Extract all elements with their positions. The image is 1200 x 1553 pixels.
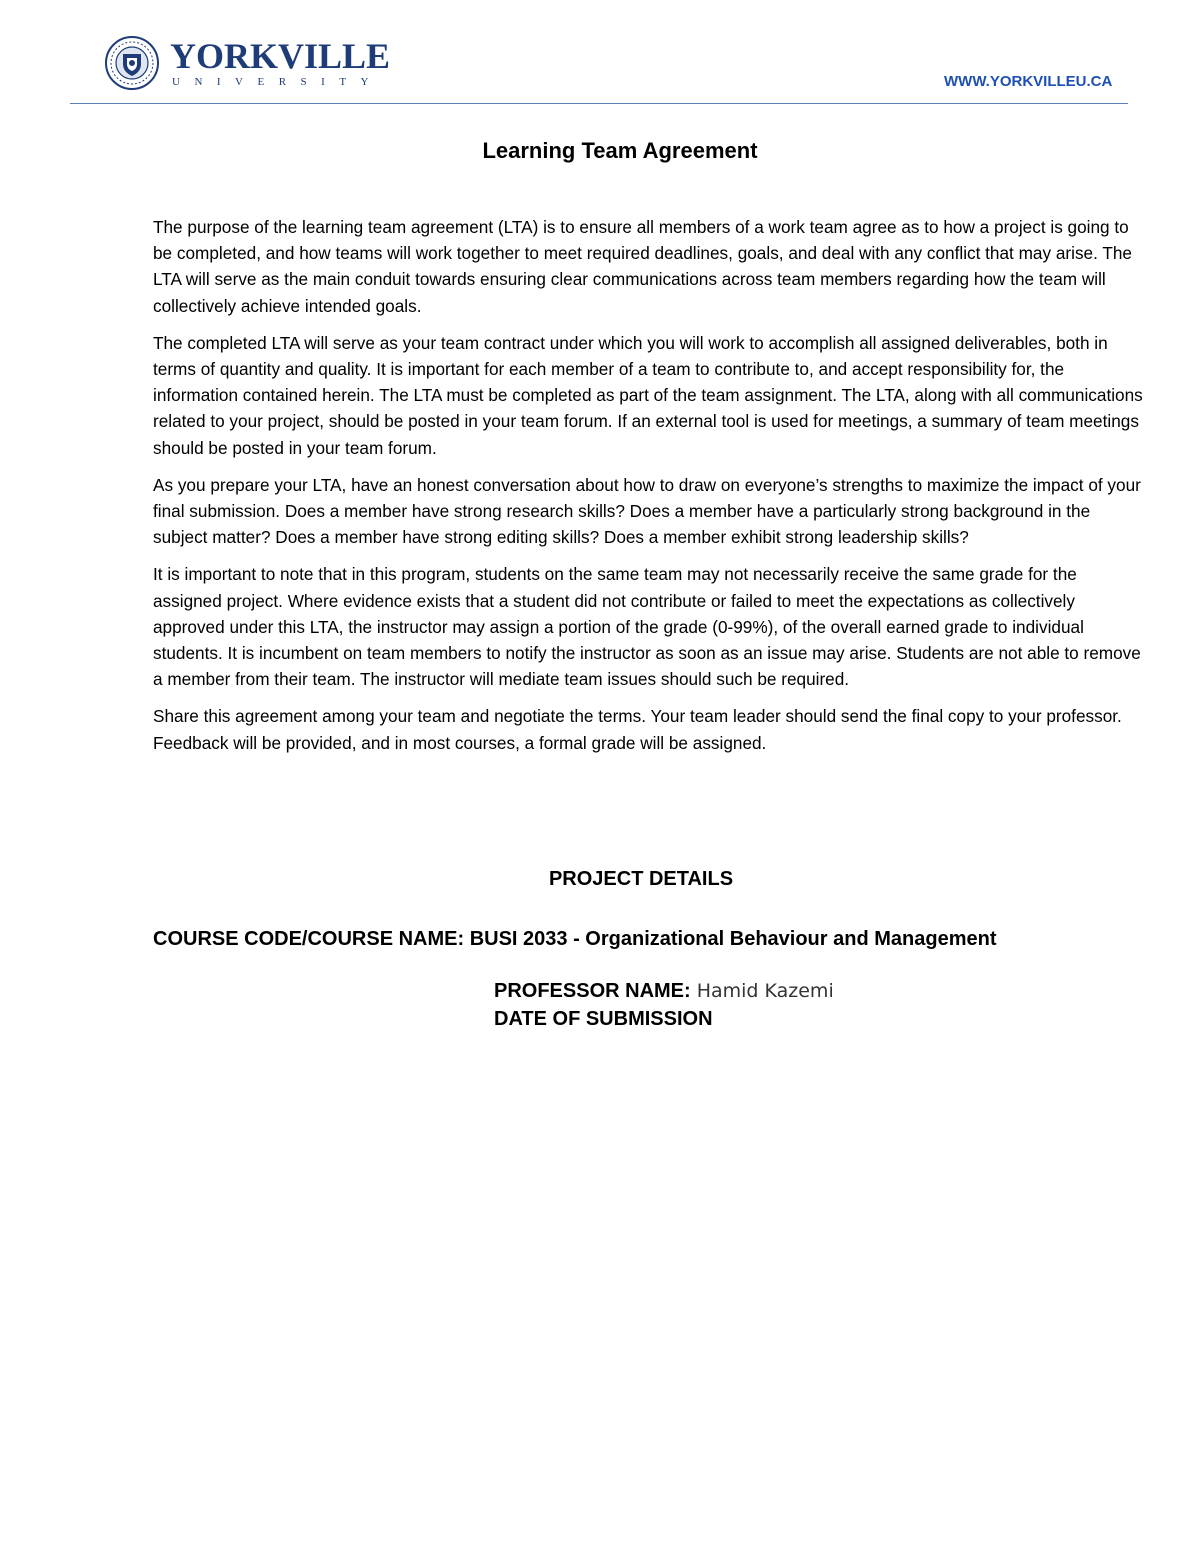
document-title: Learning Team Agreement — [482, 138, 758, 163]
paragraph-strengths: As you prepare your LTA, have an honest conversation about how to draw on everyone’s strengths to maximize the impact of your final submission. Does a member have strong research skills? Does a member have a particularly strong background in the subject matter? Does a member have strong editing skills? Does a member exhibit strong leadership skills? — [153, 474, 1141, 548]
logo-name: YORKVILLE — [170, 35, 391, 76]
project-details-heading: PROJECT DETAILS — [548, 868, 734, 890]
website-link[interactable]: WWW.YORKVILLEU.CA — [944, 73, 1113, 90]
paragraph-grading: It is important to note that in this program, students on the same team may not necessarily receive the same grade for the assigned project. Where evidence exists that a student did not contribute or failed to meet the expectations as collectively approved under this LTA, the instructor may assign a portion of the grade (0-99%), of the overall earned grade to individual students. It is incumbent on team members to notify the instructor as soon as an issue may arise. Students are not able to remove a member from their team. The instructor will mediate team issues should such be required. — [153, 564, 1141, 690]
header-divider — [70, 103, 1128, 104]
logo-subtitle: UNIVERSITY — [172, 75, 383, 88]
logo-wordmark — [170, 35, 391, 89]
professor-name-row — [494, 980, 834, 1003]
professor-name-label: PROFESSOR NAME: — [494, 980, 691, 1002]
page-header — [0, 0, 1200, 110]
paragraph-purpose: The purpose of the learning team agreement (LTA) is to ensure all members of a work team agree as to how a project is going to be completed, and how teams will work together to meet required deadlines, goals, and deal with any conflict that may arise. The LTA will serve as the main conduit towards ensuring clear communications across team members regarding how the team will collectively achieve intended goals. — [153, 217, 1132, 316]
document-body — [153, 214, 1143, 767]
university-seal-icon — [104, 35, 160, 91]
yorkville-logo — [104, 34, 390, 92]
date-of-submission-label: DATE OF SUBMISSION — [494, 1008, 713, 1030]
paragraph-contract: The completed LTA will serve as your team contract under which you will work to accomplish all assigned deliverables, both in terms of quantity and quality. It is important for each member of a team to contribute to, and accept responsibility for, the information contained herein. The LTA must be completed as part of the team assignment. The LTA, along with all communications related to your project, should be posted in your team forum. If an external tool is used for meetings, a summary of team meetings should be posted in your team forum. — [153, 332, 1143, 458]
paragraph-share: Share this agreement among your team and negotiate the terms. Your team leader should send the final copy to your professor. Feedback will be provided, and in most courses, a formal grade will be assigned. — [153, 706, 1122, 753]
professor-name-value[interactable]: Hamid Kazemi — [696, 980, 834, 1002]
course-code-name: COURSE CODE/COURSE NAME: BUSI 2033 - Organizational Behaviour and Management — [153, 928, 997, 950]
